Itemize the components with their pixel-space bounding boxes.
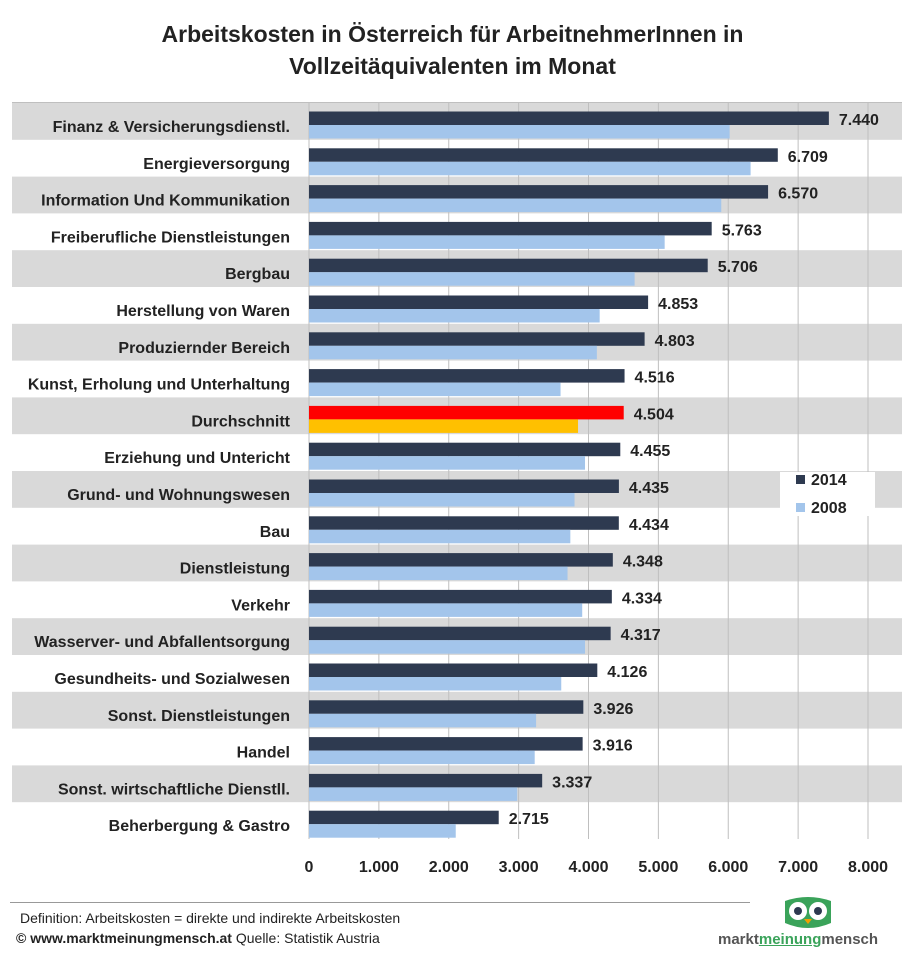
category-label: Grund- und Wohnungswesen bbox=[67, 487, 290, 504]
bar-2008-cat-18 bbox=[309, 787, 517, 801]
bar-2014-cat-6 bbox=[309, 332, 645, 346]
category-label: Durchschnitt bbox=[191, 413, 290, 431]
category-label: Handel bbox=[236, 744, 290, 762]
category-label: Sonst. Dienstleistungen bbox=[107, 707, 290, 725]
data-label-2014: 5.706 bbox=[717, 259, 758, 277]
bar-2008-cat-12 bbox=[309, 567, 568, 581]
bar-2008-cat-6 bbox=[309, 346, 597, 360]
data-label-2014: 4.126 bbox=[607, 664, 648, 681]
bar-2008-cat-7 bbox=[309, 383, 561, 397]
bar-2014-cat-13 bbox=[309, 590, 612, 604]
data-label-2014: 3.926 bbox=[593, 700, 634, 718]
category-label: Finanz & Versicherungsdienstl. bbox=[52, 119, 290, 136]
data-label-2014: 7.440 bbox=[838, 112, 879, 129]
x-tick-label: 1.000 bbox=[358, 859, 399, 876]
legend-label-2008: 2008 bbox=[811, 500, 847, 517]
data-label-2014: 6.709 bbox=[787, 148, 828, 166]
bar-2008-cat-2 bbox=[309, 199, 721, 213]
bar-2014-cat-0 bbox=[309, 112, 829, 126]
bar-2008-cat-8 bbox=[309, 419, 578, 433]
x-tick-label: 6.000 bbox=[708, 859, 749, 876]
chart-legend bbox=[780, 472, 875, 516]
data-label-2014: 2.715 bbox=[508, 811, 549, 829]
data-label-2014: 4.348 bbox=[622, 553, 663, 571]
bar-2014-cat-8 bbox=[309, 406, 624, 420]
data-label-2014: 4.853 bbox=[658, 296, 699, 313]
x-tick-label: 0 bbox=[304, 859, 314, 876]
logo-wordmark bbox=[718, 931, 898, 948]
x-tick-label: 4.000 bbox=[568, 859, 609, 876]
bar-2008-cat-9 bbox=[309, 456, 585, 470]
bar-2014-cat-12 bbox=[309, 553, 613, 567]
bar-2014-cat-3 bbox=[309, 222, 712, 236]
category-label: Produziernder Bereich bbox=[118, 339, 290, 357]
legend-label-2014: 2014 bbox=[811, 472, 847, 489]
bar-2014-cat-19 bbox=[309, 811, 499, 825]
bar-2014-cat-7 bbox=[309, 369, 625, 383]
bar-2008-cat-14 bbox=[309, 640, 585, 654]
data-label-2014: 4.435 bbox=[628, 480, 669, 497]
bar-2014-cat-4 bbox=[309, 259, 708, 273]
bar-2008-cat-0 bbox=[309, 125, 730, 139]
legend-swatch-2014 bbox=[796, 475, 805, 484]
category-label: Kunst, Erholung und Unterhaltung bbox=[27, 376, 290, 394]
footer-divider bbox=[10, 902, 750, 903]
data-label-2014: 4.803 bbox=[654, 332, 695, 350]
bar-2014-cat-11 bbox=[309, 516, 619, 530]
data-label-2014: 6.570 bbox=[778, 185, 819, 203]
logo-part-2: meinung bbox=[758, 931, 822, 948]
bar-2014-cat-2 bbox=[309, 185, 768, 199]
logo-part-3: mensch bbox=[821, 931, 879, 948]
legend-item-2014 bbox=[796, 472, 847, 490]
data-label-2014: 4.334 bbox=[621, 590, 662, 608]
bar-2014-cat-16 bbox=[309, 700, 583, 714]
owl-icon bbox=[773, 893, 843, 933]
category-label: Freiberufliche Dienstleistungen bbox=[50, 229, 290, 247]
data-label-2014: 5.763 bbox=[721, 222, 762, 240]
x-tick-label: 7.000 bbox=[778, 859, 819, 876]
category-label: Bau bbox=[259, 523, 290, 541]
category-label: Sonst. wirtschaftliche Dienstll. bbox=[57, 781, 290, 799]
data-label-2014: 4.504 bbox=[633, 406, 674, 424]
bar-2008-cat-13 bbox=[309, 603, 582, 617]
bar-2014-cat-9 bbox=[309, 443, 620, 457]
x-tick-label: 2.000 bbox=[428, 859, 469, 876]
bar-2008-cat-15 bbox=[309, 677, 561, 691]
data-label-2014: 3.916 bbox=[592, 737, 633, 755]
data-label-2014: 4.317 bbox=[620, 627, 661, 645]
bar-2014-cat-18 bbox=[309, 774, 542, 788]
bar-2008-cat-11 bbox=[309, 530, 570, 544]
category-label: Dienstleistung bbox=[179, 560, 290, 578]
bar-2008-cat-1 bbox=[309, 162, 751, 176]
legend-item-2008 bbox=[796, 500, 847, 518]
x-tick-label: 5.000 bbox=[638, 859, 679, 876]
bar-2008-cat-4 bbox=[309, 272, 635, 286]
bar-2008-cat-10 bbox=[309, 493, 575, 507]
x-tick-label: 8.000 bbox=[847, 859, 889, 876]
x-tick-label: 3.000 bbox=[498, 859, 539, 876]
footer-source bbox=[16, 930, 380, 946]
footer-definition: Definition: Arbeitskosten = direkte und indirekte Arbeitskosten bbox=[20, 910, 401, 926]
footer-copyright-site: © www.marktmeinungmensch.at bbox=[16, 930, 232, 946]
bar-2014-cat-10 bbox=[309, 480, 619, 494]
data-label-2014: 4.434 bbox=[628, 516, 669, 534]
data-label-2014: 3.337 bbox=[552, 774, 593, 792]
bar-2014-cat-5 bbox=[309, 296, 648, 310]
category-label: Wasserver- und Abfallentsorgung bbox=[34, 634, 290, 652]
bar-2008-cat-3 bbox=[309, 235, 665, 249]
bar-2014-cat-1 bbox=[309, 148, 778, 162]
logo-part-1: markt bbox=[718, 931, 759, 948]
category-label: Herstellung von Waren bbox=[116, 303, 290, 320]
chart-title-line-2: Vollzeitäquivalenten im Monat bbox=[289, 53, 616, 79]
data-label-2014: 4.516 bbox=[634, 369, 675, 387]
bar-2014-cat-17 bbox=[309, 737, 583, 751]
bar-2008-cat-5 bbox=[309, 309, 600, 323]
bar-2008-cat-16 bbox=[309, 714, 536, 728]
legend-swatch-2008 bbox=[796, 503, 805, 512]
bar-2014-cat-14 bbox=[309, 627, 611, 641]
footer-source-text: Quelle: Statistik Austria bbox=[235, 930, 380, 946]
category-label: Erziehung und Untericht bbox=[104, 450, 290, 468]
category-label: Verkehr bbox=[231, 597, 290, 615]
category-label: Bergbau bbox=[225, 266, 290, 284]
category-label: Information Und Kommunikation bbox=[41, 192, 290, 210]
bar-2008-cat-19 bbox=[309, 824, 456, 838]
category-label: Energieversorgung bbox=[143, 155, 290, 173]
chart-title-line-1: Arbeitskosten in Österreich für ArbeitnehmerInnen in bbox=[161, 21, 744, 47]
category-label: Beherbergung & Gastro bbox=[108, 818, 290, 836]
category-label: Gesundheits- und Sozialwesen bbox=[54, 671, 290, 688]
data-label-2014: 4.455 bbox=[630, 443, 671, 461]
bar-2014-cat-15 bbox=[309, 664, 597, 678]
bar-2008-cat-17 bbox=[309, 751, 535, 765]
brand-logo bbox=[718, 893, 898, 953]
